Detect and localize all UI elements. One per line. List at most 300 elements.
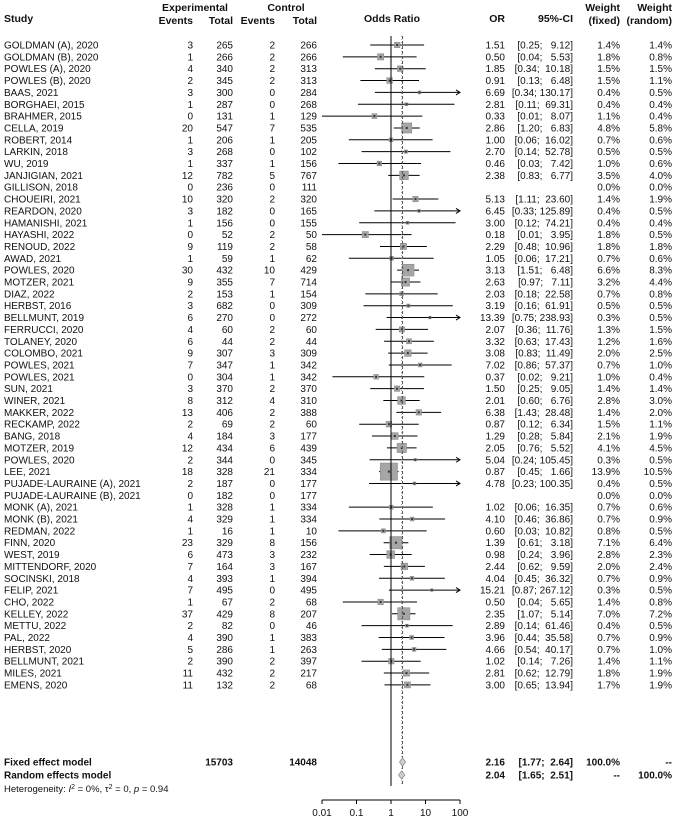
ctrl-events: 2	[269, 324, 275, 336]
odds-ratio-value: 0.60	[485, 526, 505, 538]
odds-ratio-value: 0.87	[485, 467, 505, 479]
odds-ratio-value: 4.78	[485, 478, 505, 490]
ctrl-events: 1	[269, 253, 275, 265]
ctrl-events: 5	[269, 170, 275, 182]
odds-ratio-value: 0.50	[485, 597, 505, 609]
ctrl-total: 102	[300, 147, 317, 159]
ci-value: [0.83; 6.77]	[517, 170, 573, 182]
heterogeneity-text: Heterogeneity: $I^2 = 0\%$, $\tau^2 = 0$, p = 0.94	[4, 783, 169, 795]
weight-random: 0.5%	[649, 87, 672, 99]
ctrl-total: 342	[300, 360, 317, 372]
ctrl-events: 0	[269, 585, 275, 597]
weight-fixed: 7.1%	[597, 538, 620, 550]
study-point	[380, 56, 382, 58]
ctrl-total: 383	[300, 633, 317, 644]
ctrl-events: 3	[269, 431, 275, 443]
ci-value: [1.07; 5.14]	[517, 609, 573, 621]
odds-ratio-value: 2.89	[485, 621, 505, 633]
odds-ratio-value: 1.39	[485, 538, 505, 550]
random-effects-diamond	[399, 771, 405, 779]
weight-random: 1.1%	[649, 656, 672, 668]
weight-fixed: 0.5%	[597, 147, 620, 159]
odds-ratio-value: 2.35	[485, 609, 505, 621]
weight-random: 0.6%	[649, 135, 672, 147]
study-rows	[4, 41, 672, 692]
study-name: RECKAMP, 2022	[4, 419, 80, 431]
exp-total: 268	[216, 147, 233, 159]
ctrl-events: 2	[269, 52, 275, 64]
header-control: Control	[267, 2, 305, 14]
exp-total: 682	[216, 301, 233, 313]
ctrl-events: 21	[263, 467, 275, 479]
exp-total: 473	[216, 550, 233, 562]
weight-fixed: 0.8%	[597, 526, 620, 538]
study-name: BAAS, 2021	[4, 87, 59, 99]
ctrl-events: 7	[269, 277, 275, 289]
exp-total: 304	[216, 372, 233, 384]
ctrl-events: 1	[269, 502, 275, 514]
study-point	[413, 648, 415, 650]
odds-ratio-value: 0.91	[485, 76, 505, 88]
study-name: BELLMUNT, 2019	[4, 313, 85, 325]
study-name: BANG, 2018	[4, 431, 61, 443]
exp-events: 2	[187, 76, 193, 88]
study-point	[414, 459, 416, 461]
odds-ratio-value: 5.04	[485, 455, 505, 467]
ctrl-events: 1	[269, 372, 275, 384]
ci-value: [0.62; 9.59]	[517, 561, 573, 573]
ci-value: [0.97; 7.11]	[518, 277, 573, 289]
odds-ratio-value: 1.29	[485, 431, 505, 443]
header-weight-random: Weight	[637, 2, 672, 14]
exp-events: 4	[187, 324, 193, 336]
exp-total: 547	[216, 123, 233, 135]
ci-value: [0.18; 22.58]	[514, 289, 573, 301]
ctrl-total: 167	[300, 561, 317, 573]
ctrl-events: 2	[269, 419, 275, 431]
weight-fixed: 1.4%	[597, 40, 620, 52]
exp-total: 390	[216, 656, 233, 668]
exp-total: 60	[221, 324, 233, 336]
ci-value: [0.60; 6.76]	[517, 396, 573, 407]
odds-ratio-value: 3.96	[485, 633, 505, 644]
exp-total: 156	[216, 218, 233, 230]
weight-fixed: 0.7%	[597, 289, 620, 301]
weight-random: 0.5%	[649, 621, 672, 633]
weight-random: 0.8%	[649, 52, 672, 64]
odds-ratio-value: 2.07	[485, 324, 505, 336]
exp-total: 59	[221, 253, 233, 265]
summary-ci: [1.65; 2.51]	[518, 770, 573, 782]
ctrl-total: 44	[305, 336, 317, 348]
ci-value: [0.04; 5.53]	[517, 52, 573, 64]
odds-ratio-value: 2.81	[485, 99, 505, 111]
odds-ratio-value: 0.33	[485, 111, 505, 123]
study-name: SOCINSKI, 2018	[4, 573, 80, 585]
odds-ratio-value: 2.70	[485, 147, 505, 159]
weight-fixed: 0.0%	[597, 182, 620, 194]
odds-ratio-value: 2.38	[485, 170, 505, 182]
ci-value: [0.16; 61.91]	[514, 301, 573, 313]
ctrl-total: 154	[300, 289, 317, 301]
weight-fixed: 6.6%	[597, 265, 620, 277]
weight-fixed: 7.0%	[597, 609, 620, 621]
weight-random: 2.3%	[649, 550, 672, 562]
ctrl-total: 313	[300, 64, 317, 76]
study-point	[411, 577, 413, 579]
ctrl-total: 284	[300, 87, 317, 99]
study-point	[395, 542, 397, 544]
study-name: FINN, 2020	[4, 538, 56, 550]
exp-total: 184	[216, 431, 233, 443]
study-name: WEST, 2019	[4, 550, 60, 562]
study-point	[394, 435, 396, 437]
study-point	[364, 234, 366, 236]
ctrl-total: 177	[300, 431, 317, 443]
ctrl-events: 2	[269, 597, 275, 609]
ci-value: [0.44; 35.58]	[514, 633, 573, 644]
summary-weight-fixed: --	[613, 770, 620, 782]
header-odds-ratio: Odds Ratio	[363, 13, 421, 25]
weight-random: 0.4%	[649, 372, 672, 384]
ci-value: [0.63; 17.43]	[514, 336, 573, 348]
x-tick-label: 10	[419, 808, 432, 819]
exp-events: 0	[187, 372, 193, 384]
study-name: PUJADE-LAURAINE (A), 2021	[4, 478, 141, 490]
odds-ratio-value: 1.50	[485, 384, 505, 396]
ctrl-total: 334	[300, 467, 317, 479]
weight-random: 1.4%	[649, 40, 672, 52]
ci-value: [0.34; 130.17]	[511, 87, 573, 99]
study-name: CELLA, 2019	[4, 123, 64, 135]
weight-fixed: 0.4%	[597, 87, 620, 99]
exp-total: 329	[216, 538, 233, 550]
ci-value: [0.25; 9.05]	[517, 384, 573, 396]
study-name: FERRUCCI, 2020	[4, 324, 84, 336]
weight-fixed: 0.7%	[597, 633, 620, 644]
summary-rows	[4, 758, 672, 782]
header-ctrl-events: Events	[240, 15, 275, 27]
exp-events: 2	[187, 656, 193, 668]
ctrl-events: 4	[269, 396, 275, 407]
ci-value: [0.62; 12.79]	[514, 668, 573, 680]
study-name: WU, 2019	[4, 159, 49, 170]
ci-value: [0.23; 100.35]	[511, 478, 573, 490]
ctrl-total: 156	[300, 159, 317, 170]
study-name: WINER, 2021	[4, 396, 66, 407]
ctrl-events: 1	[269, 573, 275, 585]
ctrl-total: 60	[305, 419, 317, 431]
ctrl-total: 313	[300, 76, 317, 88]
ctrl-events: 2	[269, 656, 275, 668]
weight-fixed: 1.0%	[597, 372, 620, 384]
ctrl-total: 232	[300, 550, 317, 562]
x-axis	[312, 800, 469, 819]
exp-events: 8	[187, 396, 193, 407]
study-point	[418, 411, 420, 413]
weight-fixed: 0.7%	[597, 135, 620, 147]
exp-total: 16	[221, 526, 233, 538]
odds-ratio-value: 2.63	[485, 277, 505, 289]
summary-ci: [1.77; 2.64]	[518, 757, 573, 769]
weight-fixed: 0.7%	[597, 573, 620, 585]
exp-events: 5	[187, 644, 193, 656]
study-name: GOLDMAN (B), 2020	[4, 52, 99, 64]
ci-value: [0.14; 61.46]	[514, 621, 573, 633]
odds-ratio-value: 0.37	[485, 372, 505, 384]
study-point	[406, 222, 408, 224]
exp-total: 307	[216, 348, 233, 360]
ctrl-events: 6	[269, 443, 275, 455]
ci-value: [1.11; 23.60]	[515, 194, 573, 206]
header-fixed: (fixed)	[588, 15, 620, 27]
ci-value: [0.04; 5.65]	[517, 597, 573, 609]
ci-value: [0.61; 3.18]	[517, 538, 573, 550]
ctrl-events: 0	[269, 490, 275, 502]
weight-random: 0.9%	[649, 573, 672, 585]
study-name: COLOMBO, 2021	[4, 348, 83, 360]
exp-events: 6	[187, 550, 193, 562]
weight-random: 1.5%	[649, 324, 672, 336]
exp-events: 0	[187, 111, 193, 123]
ctrl-events: 1	[269, 111, 275, 123]
exp-events: 1	[187, 99, 193, 111]
weight-fixed: 1.5%	[597, 76, 620, 88]
ctrl-events: 2	[269, 194, 275, 206]
exp-total: 300	[216, 87, 233, 99]
odds-ratio-value: 1.00	[485, 135, 505, 147]
study-name: REARDON, 2020	[4, 206, 82, 218]
ctrl-events: 1	[269, 514, 275, 526]
header-ci: 95%-CI	[537, 13, 573, 25]
study-name: REDMAN, 2022	[4, 526, 76, 538]
ctrl-events: 0	[269, 99, 275, 111]
header-ctrl-total: Total	[292, 15, 317, 27]
study-name: CHOUEIRI, 2021	[4, 194, 81, 206]
study-point	[413, 482, 415, 484]
exp-events: 2	[187, 621, 193, 633]
summary-or: 2.04	[485, 770, 505, 782]
study-name: SUN, 2021	[4, 384, 53, 396]
x-tick-label: 1	[388, 808, 394, 819]
study-name: MILES, 2021	[4, 668, 62, 680]
study-name: EMENS, 2020	[4, 680, 68, 692]
study-point	[431, 589, 433, 591]
study-name: GOLDMAN (A), 2020	[4, 40, 99, 52]
study-name: LARKIN, 2018	[4, 147, 68, 159]
ctrl-total: 68	[305, 597, 317, 609]
exp-events: 6	[187, 313, 193, 325]
weight-random: 1.6%	[649, 336, 672, 348]
ci-value: [0.12; 6.34]	[517, 419, 573, 431]
ctrl-events: 2	[269, 384, 275, 396]
weight-fixed: 0.4%	[597, 99, 620, 111]
exp-events: 3	[187, 206, 193, 218]
header-weight-fixed: Weight	[585, 2, 620, 14]
exp-total: 337	[216, 159, 233, 170]
exp-events: 2	[187, 455, 193, 467]
summary-or: 2.16	[485, 757, 505, 769]
weight-fixed: 0.7%	[597, 644, 620, 656]
ci-value: [0.12; 74.21]	[514, 218, 573, 230]
ctrl-events: 3	[269, 348, 275, 360]
weight-fixed: 1.4%	[597, 597, 620, 609]
exp-total: 266	[216, 52, 233, 64]
exp-total: 429	[216, 609, 233, 621]
exp-total: 182	[216, 490, 233, 502]
ctrl-total: 334	[300, 502, 317, 514]
exp-events: 20	[181, 123, 193, 135]
study-point	[406, 625, 408, 627]
study-point	[407, 305, 409, 307]
ci-value: [0.24; 105.45]	[511, 455, 573, 467]
exp-events: 1	[187, 159, 193, 170]
study-name: DIAZ, 2022	[4, 289, 55, 301]
ctrl-events: 10	[263, 265, 275, 277]
exp-events: 30	[181, 265, 193, 277]
odds-ratio-value: 13.39	[479, 313, 505, 325]
exp-events: 3	[187, 87, 193, 99]
weight-fixed: 1.4%	[597, 384, 620, 396]
ci-value: [0.06; 17.21]	[514, 253, 573, 265]
weight-random: 0.5%	[649, 478, 672, 490]
ci-value: [0.01; 3.95]	[517, 230, 573, 242]
exp-total: 206	[216, 135, 233, 147]
ctrl-events: 0	[269, 455, 275, 467]
ci-value: [0.87; 267.12]	[511, 585, 573, 597]
ci-value: [0.54; 40.17]	[514, 644, 573, 656]
study-name: POWLES (B), 2020	[4, 76, 91, 88]
ci-value: [0.86; 57.37]	[514, 360, 573, 372]
ctrl-events: 3	[269, 550, 275, 562]
exp-total: 236	[216, 182, 233, 194]
weight-fixed: 0.3%	[597, 455, 620, 467]
exp-total: 432	[216, 265, 233, 277]
weight-fixed: 0.4%	[597, 478, 620, 490]
weight-fixed: 0.3%	[597, 313, 620, 325]
exp-events: 0	[187, 230, 193, 242]
study-point	[382, 530, 384, 532]
weight-random: 0.5%	[649, 313, 672, 325]
weight-fixed: 1.8%	[597, 52, 620, 64]
exp-total: 131	[216, 111, 233, 123]
weight-random: 0.5%	[649, 455, 672, 467]
ctrl-events: 1	[269, 135, 275, 147]
ctrl-total: 46	[305, 621, 317, 633]
weight-random: 0.5%	[649, 526, 672, 538]
study-name: MONK (B), 2021	[4, 514, 78, 526]
random-effects-label: Random effects model	[4, 770, 112, 782]
study-name: POWLES, 2021	[4, 372, 75, 384]
odds-ratio-value: 3.32	[485, 336, 505, 348]
ctrl-total: 767	[300, 170, 317, 182]
odds-ratio-value: 0.50	[485, 52, 505, 64]
ctrl-events: 2	[269, 668, 275, 680]
study-point	[429, 317, 431, 319]
ctrl-total: 58	[305, 241, 317, 253]
odds-ratio-value: 4.04	[485, 573, 505, 585]
study-name: HAYASHI, 2022	[4, 230, 75, 242]
exp-total: 164	[216, 561, 233, 573]
odds-ratio-value: 3.00	[485, 680, 505, 692]
exp-total: 320	[216, 194, 233, 206]
weight-random: 0.5%	[649, 147, 672, 159]
study-name: MOTZER, 2021	[4, 277, 75, 289]
weight-random: 2.0%	[649, 407, 672, 419]
exp-total: 67	[221, 597, 233, 609]
exp-total: 782	[216, 170, 233, 182]
header-experimental: Experimental	[162, 2, 228, 14]
ctrl-total: 272	[300, 313, 317, 325]
study-point	[411, 518, 413, 520]
study-name: BELLMUNT, 2021	[4, 656, 85, 668]
ctrl-events: 1	[269, 633, 275, 644]
ctrl-total: 266	[300, 40, 317, 52]
weight-fixed: 0.3%	[597, 585, 620, 597]
study-name: TOLANEY, 2020	[4, 336, 78, 348]
weight-random: 1.9%	[649, 680, 672, 692]
x-tick-label: 0.1	[349, 808, 364, 819]
study-name: POWLES, 2021	[4, 360, 75, 372]
odds-ratio-value: 1.51	[485, 40, 505, 52]
exp-events: 0	[187, 490, 193, 502]
x-tick-label: 0.01	[312, 808, 332, 819]
weight-random: 1.9%	[649, 668, 672, 680]
summary-weight-random: --	[665, 757, 672, 769]
weight-random: 2.5%	[649, 348, 672, 360]
odds-ratio-value: 3.13	[485, 265, 505, 277]
ctrl-total: 217	[300, 668, 317, 680]
exp-total: 287	[216, 99, 233, 111]
study-point	[389, 80, 391, 82]
ctrl-events: 1	[269, 289, 275, 301]
ctrl-total: 177	[300, 478, 317, 490]
study-name: JANJIGIAN, 2021	[4, 170, 83, 182]
ci-value: [0.75; 238.93]	[511, 313, 573, 325]
weight-random: 1.1%	[649, 419, 672, 431]
ctrl-events: 1	[269, 360, 275, 372]
study-name: HAMANISHI, 2021	[4, 218, 88, 230]
study-name: POWLES, 2020	[4, 455, 75, 467]
weight-fixed: 3.2%	[597, 277, 620, 289]
weight-fixed: 1.5%	[597, 64, 620, 76]
ctrl-events: 2	[269, 241, 275, 253]
ctrl-total: 165	[300, 206, 317, 218]
exp-total: 44	[221, 336, 233, 348]
ci-value: [0.36; 11.76]	[515, 324, 573, 336]
exp-events: 11	[182, 680, 193, 692]
exp-events: 2	[187, 478, 193, 490]
odds-ratio-value: 5.13	[485, 194, 505, 206]
odds-ratio-value: 2.29	[485, 241, 505, 253]
ctrl-total: 535	[300, 123, 317, 135]
exp-total: 328	[216, 467, 233, 479]
odds-ratio-value: 0.18	[485, 230, 505, 242]
ctrl-events: 7	[269, 123, 275, 135]
weight-random: 0.8%	[649, 289, 672, 301]
ctrl-events: 2	[269, 407, 275, 419]
study-name: BORGHAEI, 2015	[4, 99, 85, 111]
study-point	[418, 210, 420, 212]
ctrl-events: 2	[269, 76, 275, 88]
weight-random: 0.5%	[649, 301, 672, 313]
exp-events: 1	[187, 597, 193, 609]
ci-value: [1.43; 28.48]	[514, 407, 573, 419]
odds-ratio-value: 4.10	[485, 514, 505, 526]
weight-fixed: 1.2%	[597, 336, 620, 348]
weight-random: 0.9%	[649, 633, 672, 644]
odds-ratio-value: 6.45	[485, 206, 505, 218]
